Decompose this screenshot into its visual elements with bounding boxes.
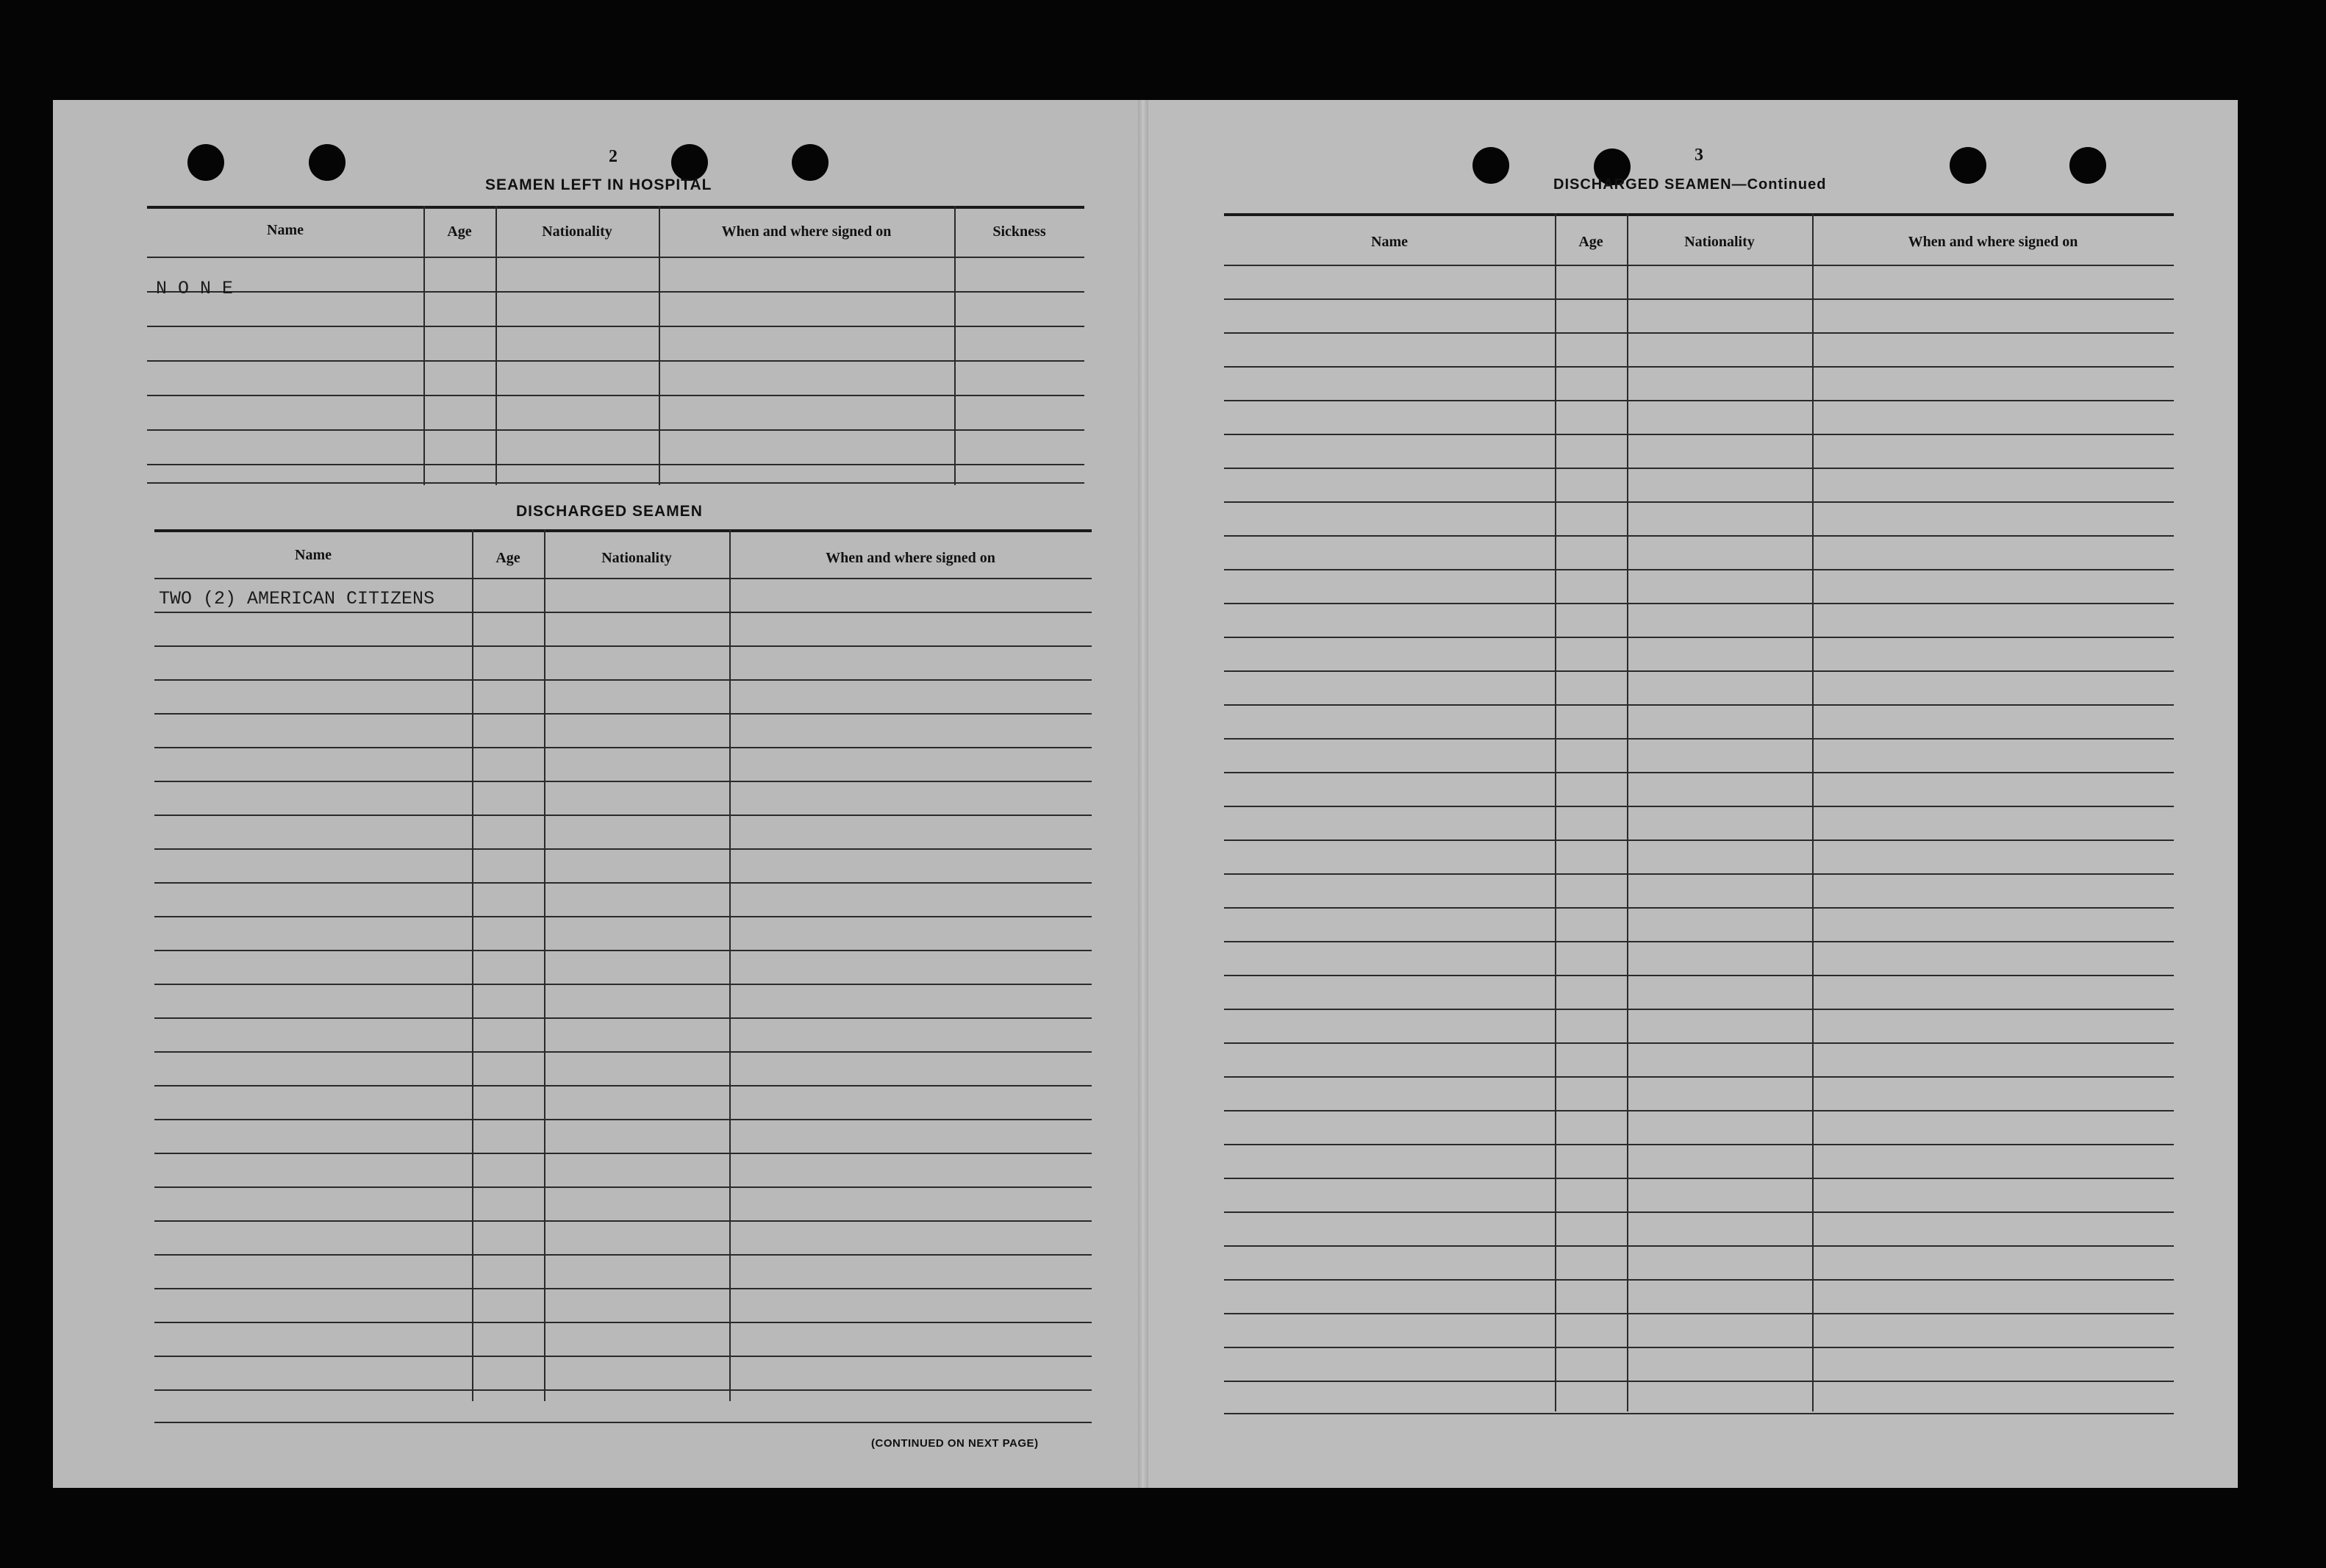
discharged-section-title: DISCHARGED SEAMEN bbox=[516, 503, 703, 520]
page-number: 2 bbox=[609, 147, 618, 166]
hospital-section-title: SEAMEN LEFT IN HOSPITAL bbox=[485, 176, 712, 193]
discharged-entry: TWO (2) AMERICAN CITIZENS bbox=[159, 588, 435, 609]
page-fold bbox=[1138, 100, 1148, 1488]
punch-hole bbox=[309, 144, 346, 181]
column-header-nationality: Nationality bbox=[601, 550, 672, 566]
hospital-table bbox=[147, 206, 1084, 485]
column-header-name: Name bbox=[267, 222, 304, 238]
column-header-when-where-signed-on: When and where signed on bbox=[826, 550, 995, 566]
discharged-continued-table bbox=[1224, 213, 2174, 1426]
punch-hole bbox=[1950, 147, 1986, 184]
column-header-age: Age bbox=[447, 223, 472, 240]
punch-hole bbox=[187, 144, 224, 181]
page-number: 3 bbox=[1695, 146, 1703, 165]
column-header-name: Name bbox=[1371, 234, 1408, 250]
column-header-when-where-signed-on: When and where signed on bbox=[1908, 234, 2078, 250]
punch-hole bbox=[2069, 147, 2106, 184]
punch-hole bbox=[792, 144, 829, 181]
column-header-age: Age bbox=[495, 550, 520, 566]
punch-hole bbox=[1472, 147, 1509, 184]
discharged-continued-title: DISCHARGED SEAMEN—Continued bbox=[1553, 176, 1827, 193]
continued-note: (CONTINUED ON NEXT PAGE) bbox=[871, 1437, 1039, 1450]
punch-hole bbox=[671, 144, 708, 181]
column-header-nationality: Nationality bbox=[1684, 234, 1755, 250]
column-header-sickness: Sickness bbox=[992, 223, 1046, 240]
column-header-nationality: Nationality bbox=[542, 223, 612, 240]
hospital-entry: N O N E bbox=[156, 278, 234, 299]
column-header-name: Name bbox=[295, 547, 332, 563]
column-header-age: Age bbox=[1578, 234, 1603, 250]
column-header-when-where-signed-on: When and where signed on bbox=[721, 223, 892, 240]
discharged-table bbox=[154, 529, 1092, 1433]
